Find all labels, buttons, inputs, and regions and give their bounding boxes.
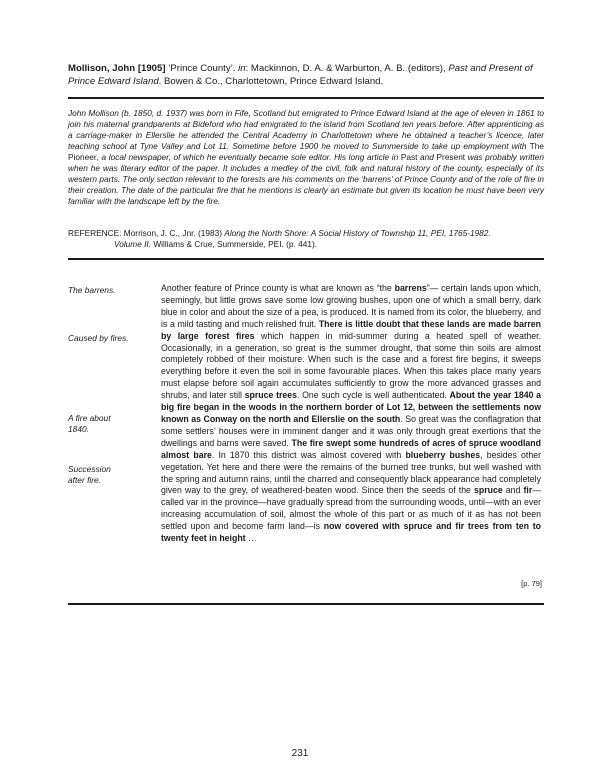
body-bold: blueberry bushes — [405, 449, 481, 460]
bottom-divider — [68, 603, 544, 605]
body-text: —called var in the province—have gradually spread from the surrounding woods, until—with an ever increasing accumulation of soil, almost the whole of this part or as much of it as has not been settled upon and become farm land—is — [161, 485, 541, 532]
margin-note-fires: Caused by fires. — [68, 333, 129, 343]
body-text: and — [502, 485, 524, 496]
citation-title: Past and Present of Prince Edward Island — [68, 63, 533, 87]
body-text: Another feature of Prince county is what are known as “the — [161, 283, 395, 293]
bio-newspaper: The Pioneer — [68, 141, 544, 162]
margin-note-line: after fire. — [68, 475, 102, 485]
reference-publisher: Williams & Crue, Summerside, PEI. (p. 441). — [151, 239, 318, 249]
bio-text: and — [417, 152, 437, 162]
page-number: 231 — [291, 748, 309, 759]
body-bold: There is little doubt that these lands are made barren by large forest fires — [161, 318, 541, 341]
margin-note-succession — [68, 464, 152, 486]
margin-note-line: Succession — [68, 464, 111, 474]
bio-text: John Mollison (b. 1850, d. 1937) was born in Fife, Scotland but emigrated to Prince Edward Island at the age of eleven in 1861 to join his maternal grandparents at Bideford who had emigrated to the island from Scotland ten years before. After apprenticing as a carriage-maker in Ellerslie he attended the Central Academy in Charlottetown where he obtained a teacher’s licence, later teaching school at Tyne Valley and Lot 11. Sometime before 1900 he moved to Summerside to take up employment with — [68, 108, 544, 151]
body-bold: The fire swept some hundreds of acres of spruce woodland almost bare — [161, 437, 541, 460]
citation-text: ‘Prince County’. — [165, 63, 239, 74]
citation-publisher: . Bowen & Co., Charlottetown, Prince Edward Island. — [158, 76, 384, 87]
body-text: which happen in mid-summer during a heated spell of weather. Occasionally, in a generation, so great is the summer drought, that some thin soils are almost completely robbed of their moisture. When such is the case and a forest fire begins, it sweeps everything before it even the soil in some favourable places. When this takes place many years must elapse before soil again accumulates sufficiently to grow the more advanced grasses and shrubs, and later still — [161, 330, 541, 401]
body-bold: barrens — [394, 283, 427, 293]
body-text: , besides other vegetation. Yet here and there were the remains of the burned tree trunks, but well washed with the spring and autumn rains, until the charred and consequently black appearance had completely given way to the grey, of weathered-beaten wood. Since then the seeds of the — [161, 449, 541, 496]
top-divider — [68, 97, 544, 99]
margin-note-barrens: The barrens. — [68, 285, 116, 295]
main-text-paragraph — [161, 283, 541, 545]
body-text: ”— certain lands upon which, seemingly, but little grows save some low growing bushes, upon one of which a small berry, dark blue in color and about the size of a pea, is produced. It is named from its color, the blueberry, and is a mild tasting and much relished fruit. — [161, 283, 541, 329]
body-bold: About the year 1840 a big fire began in the woods in the northern border of Lot 12, between the settlements now known as Conway on the north and Ellerslie on the south — [161, 390, 541, 424]
body-text: . One such cycle is well authenticated. — [296, 390, 450, 401]
citation-in: in — [238, 63, 246, 74]
bio-text: , a local newspaper, of which he eventually became sole editor. His long article in — [96, 152, 401, 162]
margin-note-line: 1840. — [68, 424, 89, 434]
margin-note-fire-1840 — [68, 413, 152, 435]
body-bold: fir — [523, 485, 533, 496]
reference-line2 — [68, 239, 544, 250]
citation — [68, 62, 544, 88]
biography-paragraph — [68, 108, 544, 207]
reference-prefix: REFERENCE: Morrison, J. C., Jnr. (1983) — [68, 228, 225, 238]
middle-divider — [68, 258, 544, 260]
bio-present: Present — [436, 152, 466, 162]
bio-text: was probably written when he was literary editor of the paper. It includes a medley of the civil, folk and natural history of the county, especially of its western parts. The only section relevant to the forests are his comments on the ‘barrens’ of Prince County and of the role of fire in their creation. The date of the particular fire that he mentions is clearly an estimate but given its location he must have been very familiar with the landscape left by the fire. — [68, 152, 544, 206]
citation-editors: : Mackinnon, D. A. & Warburton, A. B. (editors), — [245, 63, 449, 74]
body-bold: now covered with spruce and fir trees from ten to twenty feet in height — [161, 521, 541, 544]
body-text: . So great was the conflagration that some settlers’ houses were in imminent danger and it was only through great exertions that the dwellings and barns were saved. — [161, 413, 541, 448]
citation-author: Mollison, John [1905] — [68, 63, 166, 74]
margin-note-line: A fire about — [68, 413, 111, 423]
reference — [68, 228, 544, 250]
reference-title: Along the North Shore: A Social History of Township 11, PEI, 1765-1982. — [224, 228, 491, 238]
body-text: . In 1870 this district was almost covered with — [211, 449, 406, 460]
bio-past: Past — [400, 152, 418, 162]
page-reference: [p. 79] — [521, 579, 542, 588]
body-text: … — [245, 533, 257, 544]
reference-volume: Volume II. — [114, 239, 152, 249]
body-bold: spruce trees — [244, 390, 297, 401]
body-bold: spruce — [474, 485, 503, 496]
